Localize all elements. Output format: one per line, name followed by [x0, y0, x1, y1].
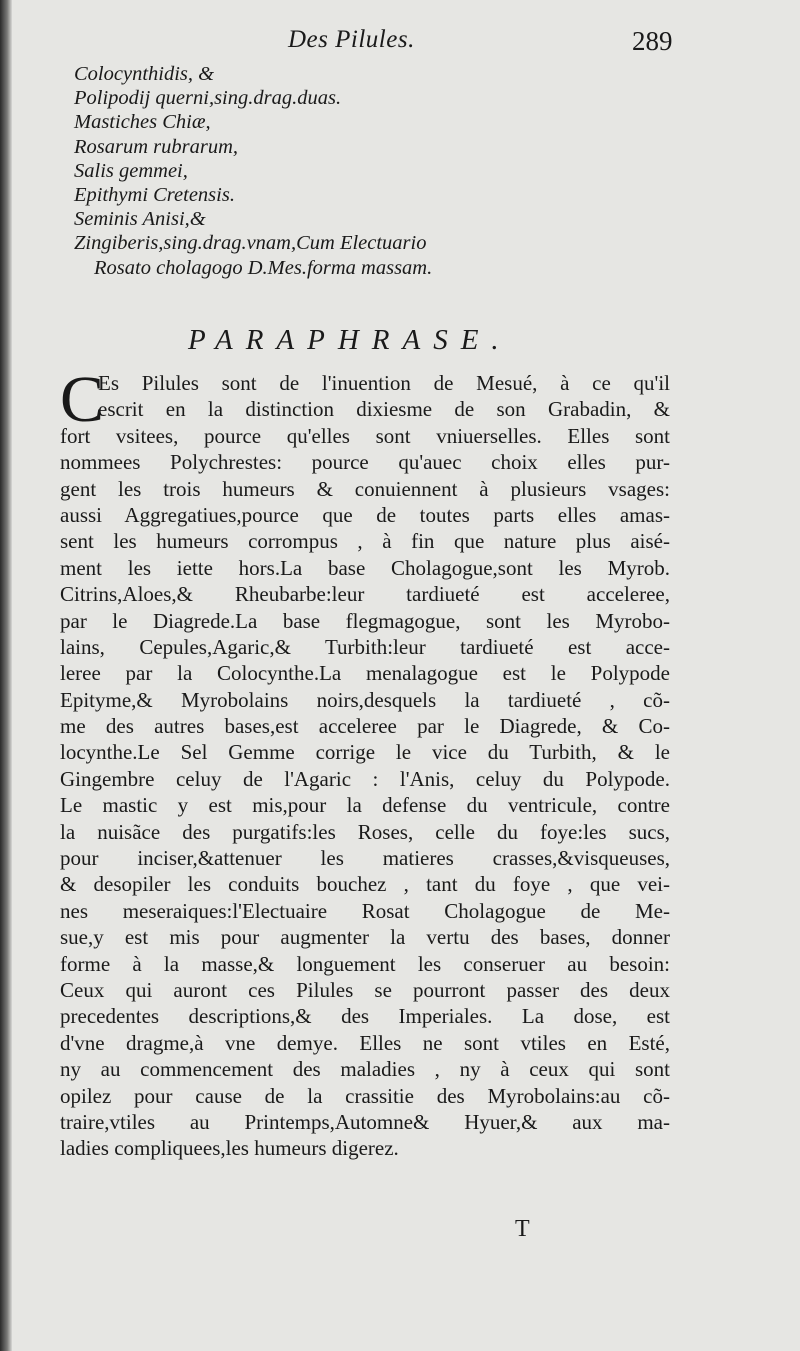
recipe-line: Salis gemmei,: [74, 159, 188, 182]
text-line: nommees Polychrestes: pource qu'auec choix elles pur-: [60, 450, 670, 475]
text-line: pour inciser,&attenuer les matieres crasses,&visqueuses,: [60, 846, 670, 871]
text-line: fort vsitees, pource qu'elles sont vniuerselles. Elles sont: [60, 423, 670, 448]
recipe-line: Polipodij querni,sing.drag.duas.: [74, 87, 342, 110]
text-line: sue,y est mis pour augmenter la vertu des bases, donner: [60, 925, 670, 950]
text-line: nes meseraiques:l'Electuaire Rosat Cholagogue de Me-: [60, 898, 670, 923]
text-line: d'vne dragme,à vne demye. Elles ne sont vtiles en Esté,: [60, 1030, 670, 1055]
recipe-ingredients: [74, 62, 714, 280]
drop-capital: C: [60, 363, 105, 436]
text-line: locynthe.Le Sel Gemme corrige le vice du Turbith, & le: [60, 740, 670, 765]
text-line: me des autres bases,est acceleree par le Diagrede, & Co-: [60, 714, 670, 739]
text-line: ny au commencement des maladies , ny à ceux qui sont: [60, 1057, 670, 1082]
text-line: & desopiler les conduits bouchez , tant du foye , que vei-: [60, 872, 670, 897]
text-line: precedentes descriptions,& des Imperiales. La dose, est: [60, 1004, 670, 1029]
text-line: aussi Aggregatiues,pource que de toutes parts elles amas-: [60, 502, 670, 527]
text-line: lains, Cepules,Agaric,& Turbith:leur tardiueté est acce-: [60, 634, 670, 659]
text-line: sent les humeurs corrompus , à fin que nature plus aisé-: [60, 529, 670, 554]
text-line: escrit en la distinction dixiesme de son Grabadin, &: [98, 397, 670, 422]
text-line: forme à la masse,& longuement les conseruer au besoin:: [60, 951, 670, 976]
section-heading: PARAPHRASE.: [188, 324, 512, 356]
text-line: Ceux qui auront ces Pilules se pourront passer des deux: [60, 977, 670, 1002]
text-line: ladies compliquees,les humeurs digerez.: [60, 1136, 399, 1161]
text-line: Le mastic y est mis,pour la defense du ventricule, contre: [60, 793, 670, 818]
text-line: la nuisãce des purgatifs:les Roses, celle du foye:les sucs,: [60, 819, 670, 844]
running-head: Des Pilules.: [288, 26, 415, 53]
catchword: T: [515, 1216, 530, 1242]
recipe-line: Epithymi Cretensis.: [74, 184, 235, 207]
recipe-line: Seminis Anisi,&: [74, 208, 206, 231]
page-gutter-shadow: [0, 0, 12, 1351]
recipe-line: Colocynthidis, &: [74, 63, 215, 85]
text-line: Epityme,& Myrobolains noirs,desquels la tardiueté , cõ-: [60, 687, 670, 712]
page-number: 289: [632, 26, 673, 56]
recipe-line: Mastiches Chiæ,: [74, 111, 211, 134]
recipe-line: Zingiberis,sing.drag.vnam,Cum Electuario: [74, 232, 427, 255]
recipe-line: Rosato cholagogo D.Mes.forma massam.: [94, 256, 433, 279]
text-line: leree par la Colocynthe.La menalagogue est le Polypode: [60, 661, 670, 686]
page-header: [0, 22, 800, 62]
recipe-line: Rosarum rubrarum,: [74, 135, 239, 158]
text-line: opilez pour cause de la crassitie des Myrobolains:au cõ-: [60, 1083, 670, 1108]
text-line: ment les iette hors.La base Cholagogue,sont les Myrob.: [60, 555, 670, 580]
text-line: Es Pilules sont de l'inuention de Mesué, à ce qu'il: [98, 371, 670, 395]
text-line: traire,vtiles au Printemps,Automne& Hyuer,& aux ma-: [60, 1109, 670, 1134]
text-line: Gingembre celuy de l'Agaric : l'Anis, celuy du Polypode.: [60, 766, 670, 791]
text-line: par le Diagrede.La base flegmagogue, sont les Myrobo-: [60, 608, 670, 633]
text-line: gent les trois humeurs & conuiennent à plusieurs vsages:: [60, 476, 670, 501]
text-line: Citrins,Aloes,& Rheubarbe:leur tardiueté est acceleree,: [60, 582, 670, 607]
paraphrase-text: [60, 363, 670, 1162]
